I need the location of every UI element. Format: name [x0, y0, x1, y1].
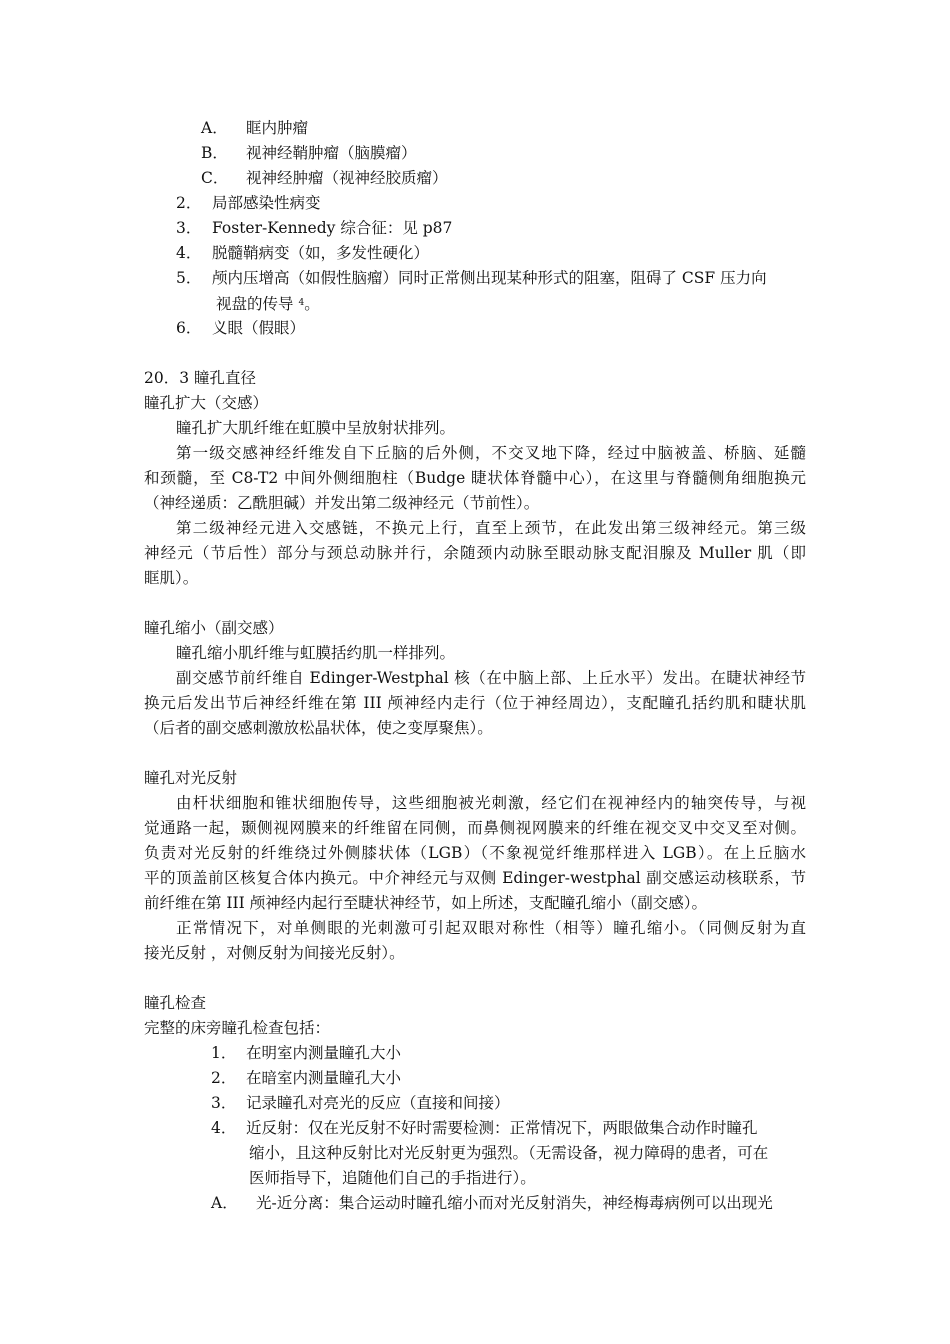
- paragraph-line: 完整的床旁瞳孔检查包括：: [144, 1019, 331, 1037]
- list-item: 2． 局部感染性病变: [176, 194, 321, 212]
- list-item-continuation: 医师指导下，追随他们自己的手指进行）。: [249, 1169, 536, 1187]
- paragraph-line: 换元后发出节后神经纤维在第 III 颅神经内走行（位于神经周边），支配瞳孔括约肌和睫状肌: [144, 694, 806, 712]
- list-subitem: A． 光-近分离：集合运动时瞳孔缩小而对光反射消失，神经梅毒病例可以出现光: [211, 1194, 773, 1212]
- paragraph-line: 第一级交感神经纤维发自下丘脑的后外侧，不交叉地下降，经过中脑被盖、桥脑、延髓: [176, 444, 806, 462]
- list-subitem: B． 视神经鞘肿瘤（脑膜瘤）: [201, 144, 417, 162]
- paragraph-line: 前纤维在第 III 颅神经内起行至睫状神经节，如上所述，支配瞳孔缩小（副交感）。: [144, 894, 707, 912]
- paragraph-line: （神经递质：乙酰胆碱）并发出第二级神经元（节前性）。: [144, 494, 540, 512]
- subsection-heading: 瞳孔缩小（副交感）: [144, 619, 284, 637]
- paragraph-line: 正常情况下，对单侧眼的光刺激可引起双眼对称性（相等）瞳孔缩小。（同侧反射为直: [176, 919, 806, 937]
- paragraph-line: 由杆状细胞和锥状细胞传导，这些细胞被光刺激，经它们在视神经内的轴突传导，与视: [176, 794, 806, 812]
- list-item-continuation: 缩小，且这种反射比对光反射更为强烈。（无需设备，视力障碍的患者，可在: [249, 1144, 769, 1162]
- paragraph-line: 负责对光反射的纤维绕过外侧膝状体（LGB）（不象视觉纤维那样进入 LGB）。在上丘脑水: [144, 844, 806, 862]
- subsection-heading: 瞳孔扩大（交感）: [144, 394, 269, 412]
- paragraph-line: 和颈髓，至 C8-T2 中间外侧细胞柱（Budge 睫状体脊髓中心），在这里与脊髓侧角细胞换元: [144, 469, 806, 487]
- list-subitem: C． 视神经肿瘤（视神经胶质瘤）: [201, 169, 448, 187]
- list-subitem: A． 眶内肿瘤: [201, 119, 309, 137]
- list-item: 6． 义眼（假眼）: [176, 319, 306, 337]
- list-item: 4． 脱髓鞘病变（如，多发性硬化）: [176, 244, 430, 262]
- paragraph-line: 眶肌）。: [144, 569, 199, 587]
- list-item: 2． 在暗室内测量瞳孔大小: [211, 1069, 402, 1087]
- paragraph-line: 接光反射 ，对侧反射为间接光反射）。: [144, 944, 405, 962]
- list-item: 5． 颅内压增高（如假性脑瘤）同时正常侧出现某种形式的阻塞，阻碍了 CSF 压力向: [176, 269, 767, 287]
- list-item: 4． 近反射：仅在光反射不好时需要检测：正常情况下，两眼做集合动作时瞳孔: [211, 1119, 758, 1137]
- paragraph-line: 神经元（节后性）部分与颈总动脉并行，余随颈内动脉至眼动脉支配泪腺及 Muller 肌（即: [144, 544, 806, 562]
- section-title: 20．3 瞳孔直径: [144, 369, 257, 387]
- paragraph-line: （后者的副交感刺激放松晶状体，使之变厚聚焦）。: [144, 719, 493, 737]
- subsection-heading: 瞳孔对光反射: [144, 769, 238, 787]
- subsection-heading: 瞳孔检查: [144, 994, 207, 1012]
- paragraph-line: 觉通路一起，颞侧视网膜来的纤维留在同侧，而鼻侧视网膜来的纤维在视交叉中交叉至对侧。: [144, 819, 806, 837]
- list-item-continuation: 视盘的传导 $^4$。: [216, 295, 320, 313]
- paragraph-line: 瞳孔扩大肌纤维在虹膜中呈放射状排列。: [176, 419, 456, 437]
- list-item: 1． 在明室内测量瞳孔大小: [211, 1044, 402, 1062]
- list-item: 3． Foster-Kennedy 综合征：见 p87: [176, 219, 453, 237]
- paragraph-line: 第二级神经元进入交感链，不换元上行，直至上颈节，在此发出第三级神经元。第三级: [176, 519, 806, 537]
- paragraph-line: 副交感节前纤维自 Edinger-Westphal 核（在中脑上部、上丘水平）发出。在睫状神经节: [176, 669, 806, 687]
- paragraph-line: 瞳孔缩小肌纤维与虹膜括约肌一样排列。: [176, 644, 456, 662]
- paragraph-line: 平的顶盖前区核复合体内换元。中介神经元与双侧 Edinger-westphal 副交感运动核联系，节: [144, 869, 806, 887]
- footnote-ref: 4: [298, 298, 305, 308]
- list-item: 3． 记录瞳孔对亮光的反应（直接和间接）: [211, 1094, 510, 1112]
